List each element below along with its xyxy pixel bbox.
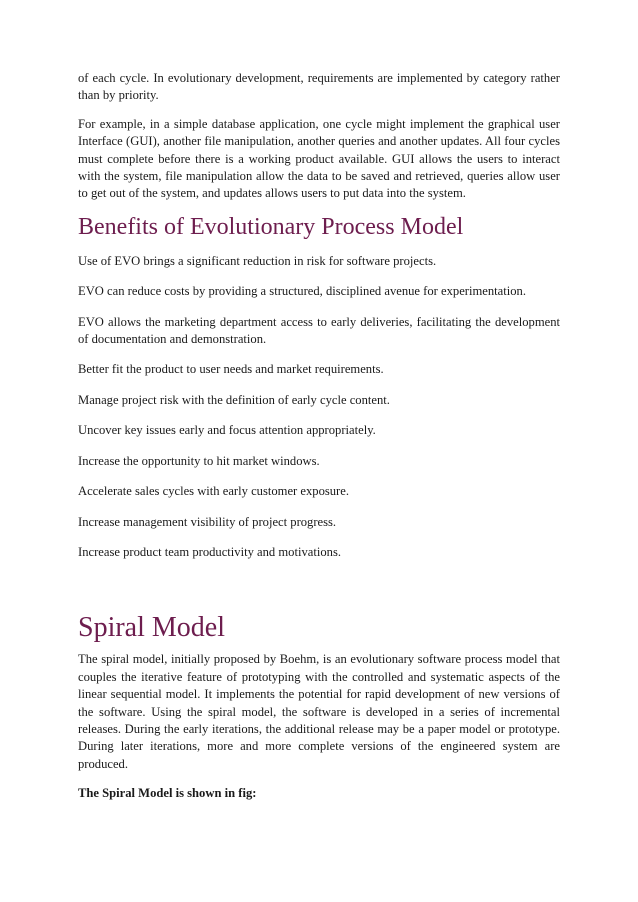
- benefit-item-2: EVO can reduce costs by providing a structured, disciplined avenue for experimentation.: [78, 284, 526, 299]
- benefit-item-10: Increase product team productivity and motivations.: [78, 544, 341, 559]
- intro-paragraph-1: of each cycle. In evolutionary development, requirements are implemented by category rather than by priority.: [78, 71, 560, 103]
- benefit-item-1: Use of EVO brings a significant reduction in risk for software projects.: [78, 253, 437, 268]
- benefit-item-6: Uncover key issues early and focus attention appropriately.: [78, 423, 376, 438]
- benefit-item-5: Manage project risk with the definition of early cycle content.: [78, 392, 390, 407]
- benefits-heading: Benefits of Evolutionary Process Model: [78, 213, 464, 240]
- benefit-item-9: Increase management visibility of project progress.: [78, 514, 337, 529]
- benefit-item-3: EVO allows the marketing department access to early deliveries, facilitating the development of documentation and demonstration.: [78, 314, 560, 347]
- spiral-figure-caption: The Spiral Model is shown in fig:: [78, 786, 257, 801]
- spiral-paragraph: The spiral model, initially proposed by Boehm, is an evolutionary software process model that couples the iterative feature of prototyping with the controlled and systematic aspects of the linear sequential model. It implements the potential for rapid development of new versions of the software. Using the spiral model, the software is developed in a series of incremental releases. During the early iterations, the additional release may be a paper model or prototype. During later iterations, more and more complete versions of the engineered system are produced.: [78, 652, 560, 771]
- benefit-item-7: Increase the opportunity to hit market windows.: [78, 453, 320, 468]
- benefit-item-4: Better fit the product to user needs and market requirements.: [78, 362, 384, 377]
- spiral-heading: Spiral Model: [78, 612, 225, 644]
- document-page: [78, 70, 560, 803]
- intro-paragraph-2: For example, in a simple database application, one cycle might implement the graphical user Interface (GUI), another file manipulation, another queries and another updates. All four cycles must complete before there is a working product available. GUI allows the users to interact with the system, file manipulation allow the data to be saved and retrieved, queries allow user to get out of the system, and updates allows users to put data into the system.: [78, 116, 560, 201]
- benefit-item-8: Accelerate sales cycles with early customer exposure.: [78, 484, 349, 499]
